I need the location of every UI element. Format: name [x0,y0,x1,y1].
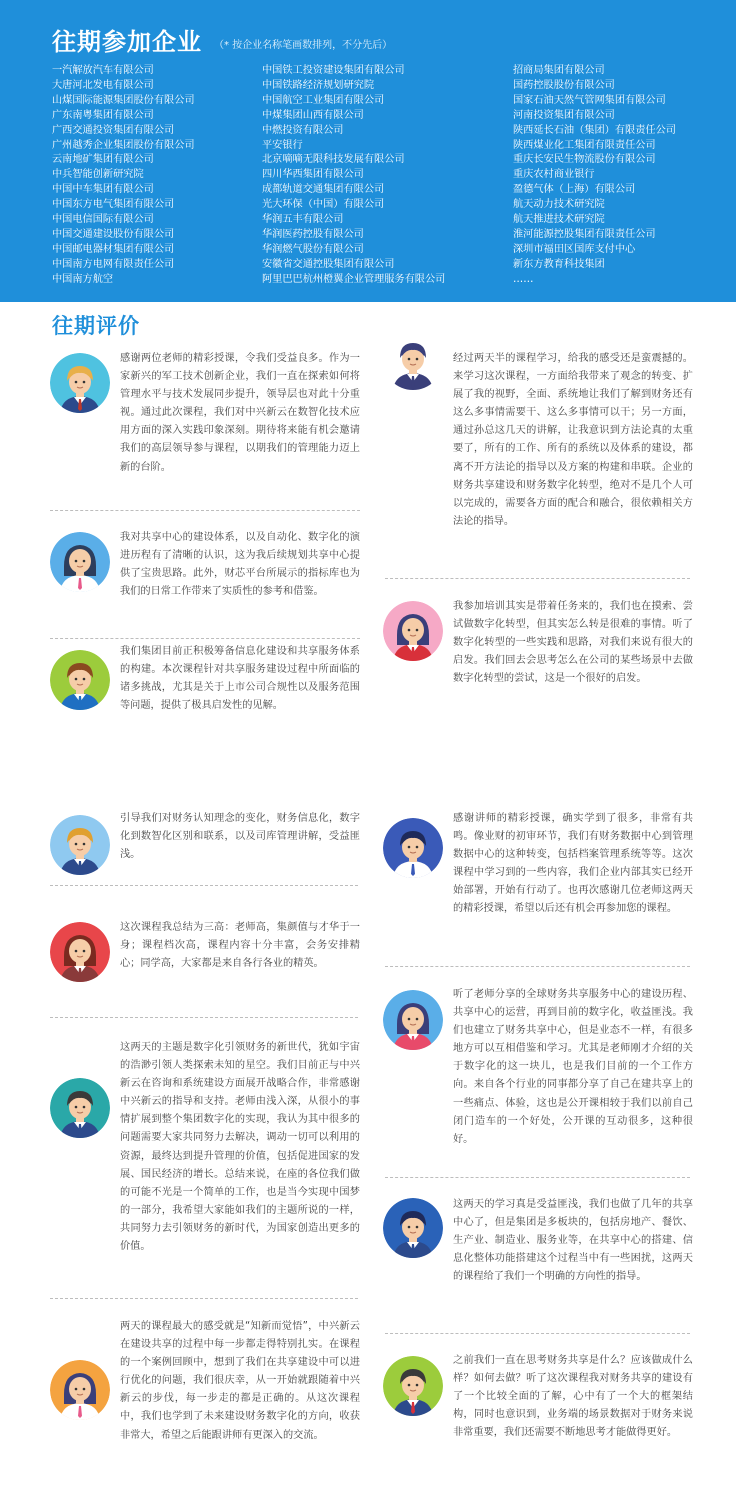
avatar-icon [383,1356,443,1416]
company-name: 国药控股股份有限公司 [513,79,615,91]
company-name: 四川华西集团有限公司 [262,169,364,181]
company-name: 华润医药控股有限公司 [262,228,364,240]
review-text: 之前我们一直在思考财务共享是什么？应该做成什么样？如何去做？听了这次课程我对财务共享的建设有了一个比较全面的了解，心中有了一个大的框架结构，同时也意识到，业务端的场景数据对于财务来说非常重要，我们还需要不断地思考才能做得更好。 [453,1355,693,1439]
divider [385,578,690,579]
review-text: 经过两天半的课程学习，给我的感受还是蛮震撼的。来学习这次课程，一方面给我带来了观念的转变、扩展了我的视野，全面、系统地让我们了解到财务还有这么多事情需要干、这么多事情可以干；另一方面，通过孙总这几天的讲解，让我意识到方法论真的太重要了，所有的工作、所有的系统以及体系的建设，都离不开方法论的指导以及方案的构建和串联。企业的财务共享建设和财务数字化转型，绝对不是几个人可以完成的，需要各方面的配合和融合，很依赖相关方法论的指导。 [453,353,693,527]
company-name: 中国邮电器材集团有限公司 [52,243,175,255]
review-text: 这两天的主题是数字化引领财务的新世代，犹如宇宙的浩渺引领人类探索未知的星空。我们目前正与中兴新云在咨询和系统建设方面展开战略合作，非常感谢中兴新云的指导和支持。老师由浅入深，从很小的事情扩展到整个集团数字化的实现，我认为其中很多的问题需要大家共同努力去解决，调动一切可以利用的资源，最终达到提升管理的价值，包括促进国家的发展、国民经济的增长。总结来说，在座的各位我们做的可能不光是一个简单的工作，也是当今实现中国梦的一部分，我希望大家能如我们的主题所说的一样，共同努力去引领财务的新时代，为国家创造出更多的价值。 [120,1042,360,1253]
company-name: 航天推进技术研究院 [513,214,605,226]
divider [50,1298,358,1299]
avatar-icon [383,1198,443,1258]
company-name: 光大环保（中国）有限公司 [262,199,385,211]
review-text: 感谢讲师的精彩授课，确实学到了很多，非常有共鸣。像业财的初审环节，我们有财务数据中心到管理数据中心的这种转变，包括档案管理系统等等。这次课程中学习到的一些内容，我们企业内部其实已经开始部署，开始有行动了。也再次感谢几位老师这两天的精彩授课，希望以后还有机会再参加您的课程。 [453,813,693,915]
company-name: 中煤集团山西有限公司 [262,109,364,121]
review-text: 这两天的学习真是受益匪浅，我们也做了几年的共享中心了，但是集团是多板块的，包括房地产、餐饮、生产业、制造业、服务业等，在共享中心的搭建、信息化整体功能搭建这个过程当中有一些困扰，这两天的课程给了我们一个明确的方向性的指导。 [453,1199,693,1283]
company-name: 中国中车集团有限公司 [52,184,154,196]
review-text: 这次课程我总结为三高：老师高，集颜值与才华于一身；课程档次高，课程内容十分丰富，会务安排精心；同学高，大家都是来自各行各业的精英。 [120,922,360,970]
company-name: 中国东方电气集团有限公司 [52,199,175,211]
review-text: 引导我们对财务认知理念的变化，财务信息化，数字化到数智化区别和联系，以及司库管理讲解，受益匪浅。 [120,813,360,861]
divider [50,1017,358,1018]
company-name: 中国南方航空 [52,273,114,285]
avatar-icon [50,353,110,413]
banner-title: 往期参加企业 [52,28,202,56]
review-text: 听了老师分享的全球财务共享服务中心的建设历程、共享中心的运营，再到目前的数字化，收益匪浅。我们也建立了财务共享中心，但是业态不一样，有很多地方可以互相借鉴和学习。尤其是老师刚才介绍的关于数字化的这一块儿，也是我们目前的一个工作方向。来自各个行业的同事都分享了自己在建共享上的一些痛点、体验，这也是公开课相较于我们以前自己闭门造车的一个好处，公开课的互动很多，这种很好。 [453,989,693,1145]
review-text: 感谢两位老师的精彩授课，令我们受益良多。作为一家新兴的军工技术创新企业，我们一直在探索如何将管理水平与技术发展同步提升，领导层也对此十分重视。通过此次课程，我们对中兴新云在数智化技术应用方面的深入实践印象深刻。期待将来能有机会邀请我们的高层领导参与课程，以期我们的管理能力迈上新的台阶。 [120,353,360,473]
company-name: 大唐河北发电有限公司 [52,79,154,91]
review-text: 我对共享中心的建设体系，以及自动化、数字化的演进历程有了清晰的认识，这为我后续规划共享中心提供了宝贵思路。此外，财芯平台所展示的指标库也为我们的日常工作带来了实质性的参考和借鉴。 [120,532,360,598]
company-name: 北京嘀嘀无限科技发展有限公司 [262,154,405,166]
company-name: 广东南粤集团有限公司 [52,109,154,121]
company-name: 华润五丰有限公司 [262,214,344,226]
divider [50,510,360,511]
company-column-3 [513,64,736,288]
company-name: 盈德气体（上海）有限公司 [513,184,636,196]
company-name: 重庆农村商业银行 [513,169,595,181]
avatar-icon [383,990,443,1050]
company-name: 安徽省交通控股集团有限公司 [262,258,395,270]
company-name: 平安银行 [262,139,303,151]
avatar-icon [50,532,110,592]
review-text: 两天的课程最大的感受就是“知新而觉悟”，中兴新云在建设共享的过程中每一步都走得特别扎实。在课程的一个案例回顾中，想到了我们在共享建设中可以进行优化的问题，我们很庆幸，从一开始就跟随着中兴新云的步伐，每一步走的都是正确的。从这次课程中，我们也学到了未来建设财务数字化的方向，收获非常大，希望之后能跟讲师有更深入的交流。 [120,1321,360,1441]
divider [50,885,358,886]
avatar-icon [50,650,110,710]
company-name: 中国电信国际有限公司 [52,214,154,226]
company-name: 新东方教育科技集团 [513,258,605,270]
company-name: 中国航空工业集团有限公司 [262,94,385,106]
company-name: 深圳市福田区国库支付中心 [513,243,636,255]
company-name: 重庆长安民生物流股份有限公司 [513,154,656,166]
banner-note: （* 按企业名称笔画数排列，不分先后） [214,40,393,51]
review-text: 我参加培训其实是带着任务来的，我们也在摸索、尝试做数字化转型，但其实怎么转是很难的事情。听了数字化转型的一些实践和思路，对我们来说有很大的启发。我们回去会思考怎么在公司的某些场景中去做数字化转型的尝试，这是一个很好的启发。 [453,601,693,685]
company-name: 航天动力技术研究院 [513,199,605,211]
divider [385,966,690,967]
avatar-icon [50,1360,110,1420]
divider [50,638,360,639]
company-column-1 [52,64,292,288]
company-name: 山煤国际能源集团股份有限公司 [52,94,195,106]
company-name: 广州越秀企业集团股份有限公司 [52,139,195,151]
avatar-icon [383,818,443,878]
avatar-icon [50,1078,110,1138]
avatar-icon [383,330,443,390]
divider [385,1177,690,1178]
company-name: 淮河能源控股集团有限责任公司 [513,228,656,240]
company-column-2 [262,64,502,288]
company-name: 招商局集团有限公司 [513,65,605,76]
company-name: 华润燃气股份有限公司 [262,243,364,255]
avatar-icon [50,815,110,875]
company-name: 一汽解放汽车有限公司 [52,65,154,76]
avatar-icon [383,601,443,661]
review-text: 我们集团目前正积极筹备信息化建设和共享服务体系的构建。本次课程针对共享服务建设过程中所面临的诸多挑战，尤其是关于上市公司合规性以及服务范围等问题，提供了极具启发性的见解。 [120,646,360,712]
company-name: 广西交通投资集团有限公司 [52,124,175,136]
company-name: …… [513,273,534,285]
company-name: 阿里巴巴杭州橙翼企业管理服务有限公司 [262,273,446,285]
avatar-icon [50,922,110,982]
participating-companies-banner [0,0,736,302]
company-name: 国家石油天然气管网集团有限公司 [513,94,666,106]
company-name: 陕西延长石油（集团）有限责任公司 [513,124,676,136]
company-name: 中国交通建设股份有限公司 [52,228,175,240]
company-name: 中国铁路经济规划研究院 [262,79,375,91]
company-name: 云南地矿集团有限公司 [52,154,154,166]
company-name: 中兵智能创新研究院 [52,169,144,181]
company-name: 中国铁工投资建设集团有限公司 [262,65,405,76]
company-name: 中燃投资有限公司 [262,124,344,136]
company-name: 成都轨道交通集团有限公司 [262,184,385,196]
section-title: 往期评价 [52,314,140,338]
company-name: 陕西煤业化工集团有限责任公司 [513,139,656,151]
divider [385,1333,690,1334]
company-name: 河南投资集团有限公司 [513,109,615,121]
company-name: 中国南方电网有限责任公司 [52,258,175,270]
